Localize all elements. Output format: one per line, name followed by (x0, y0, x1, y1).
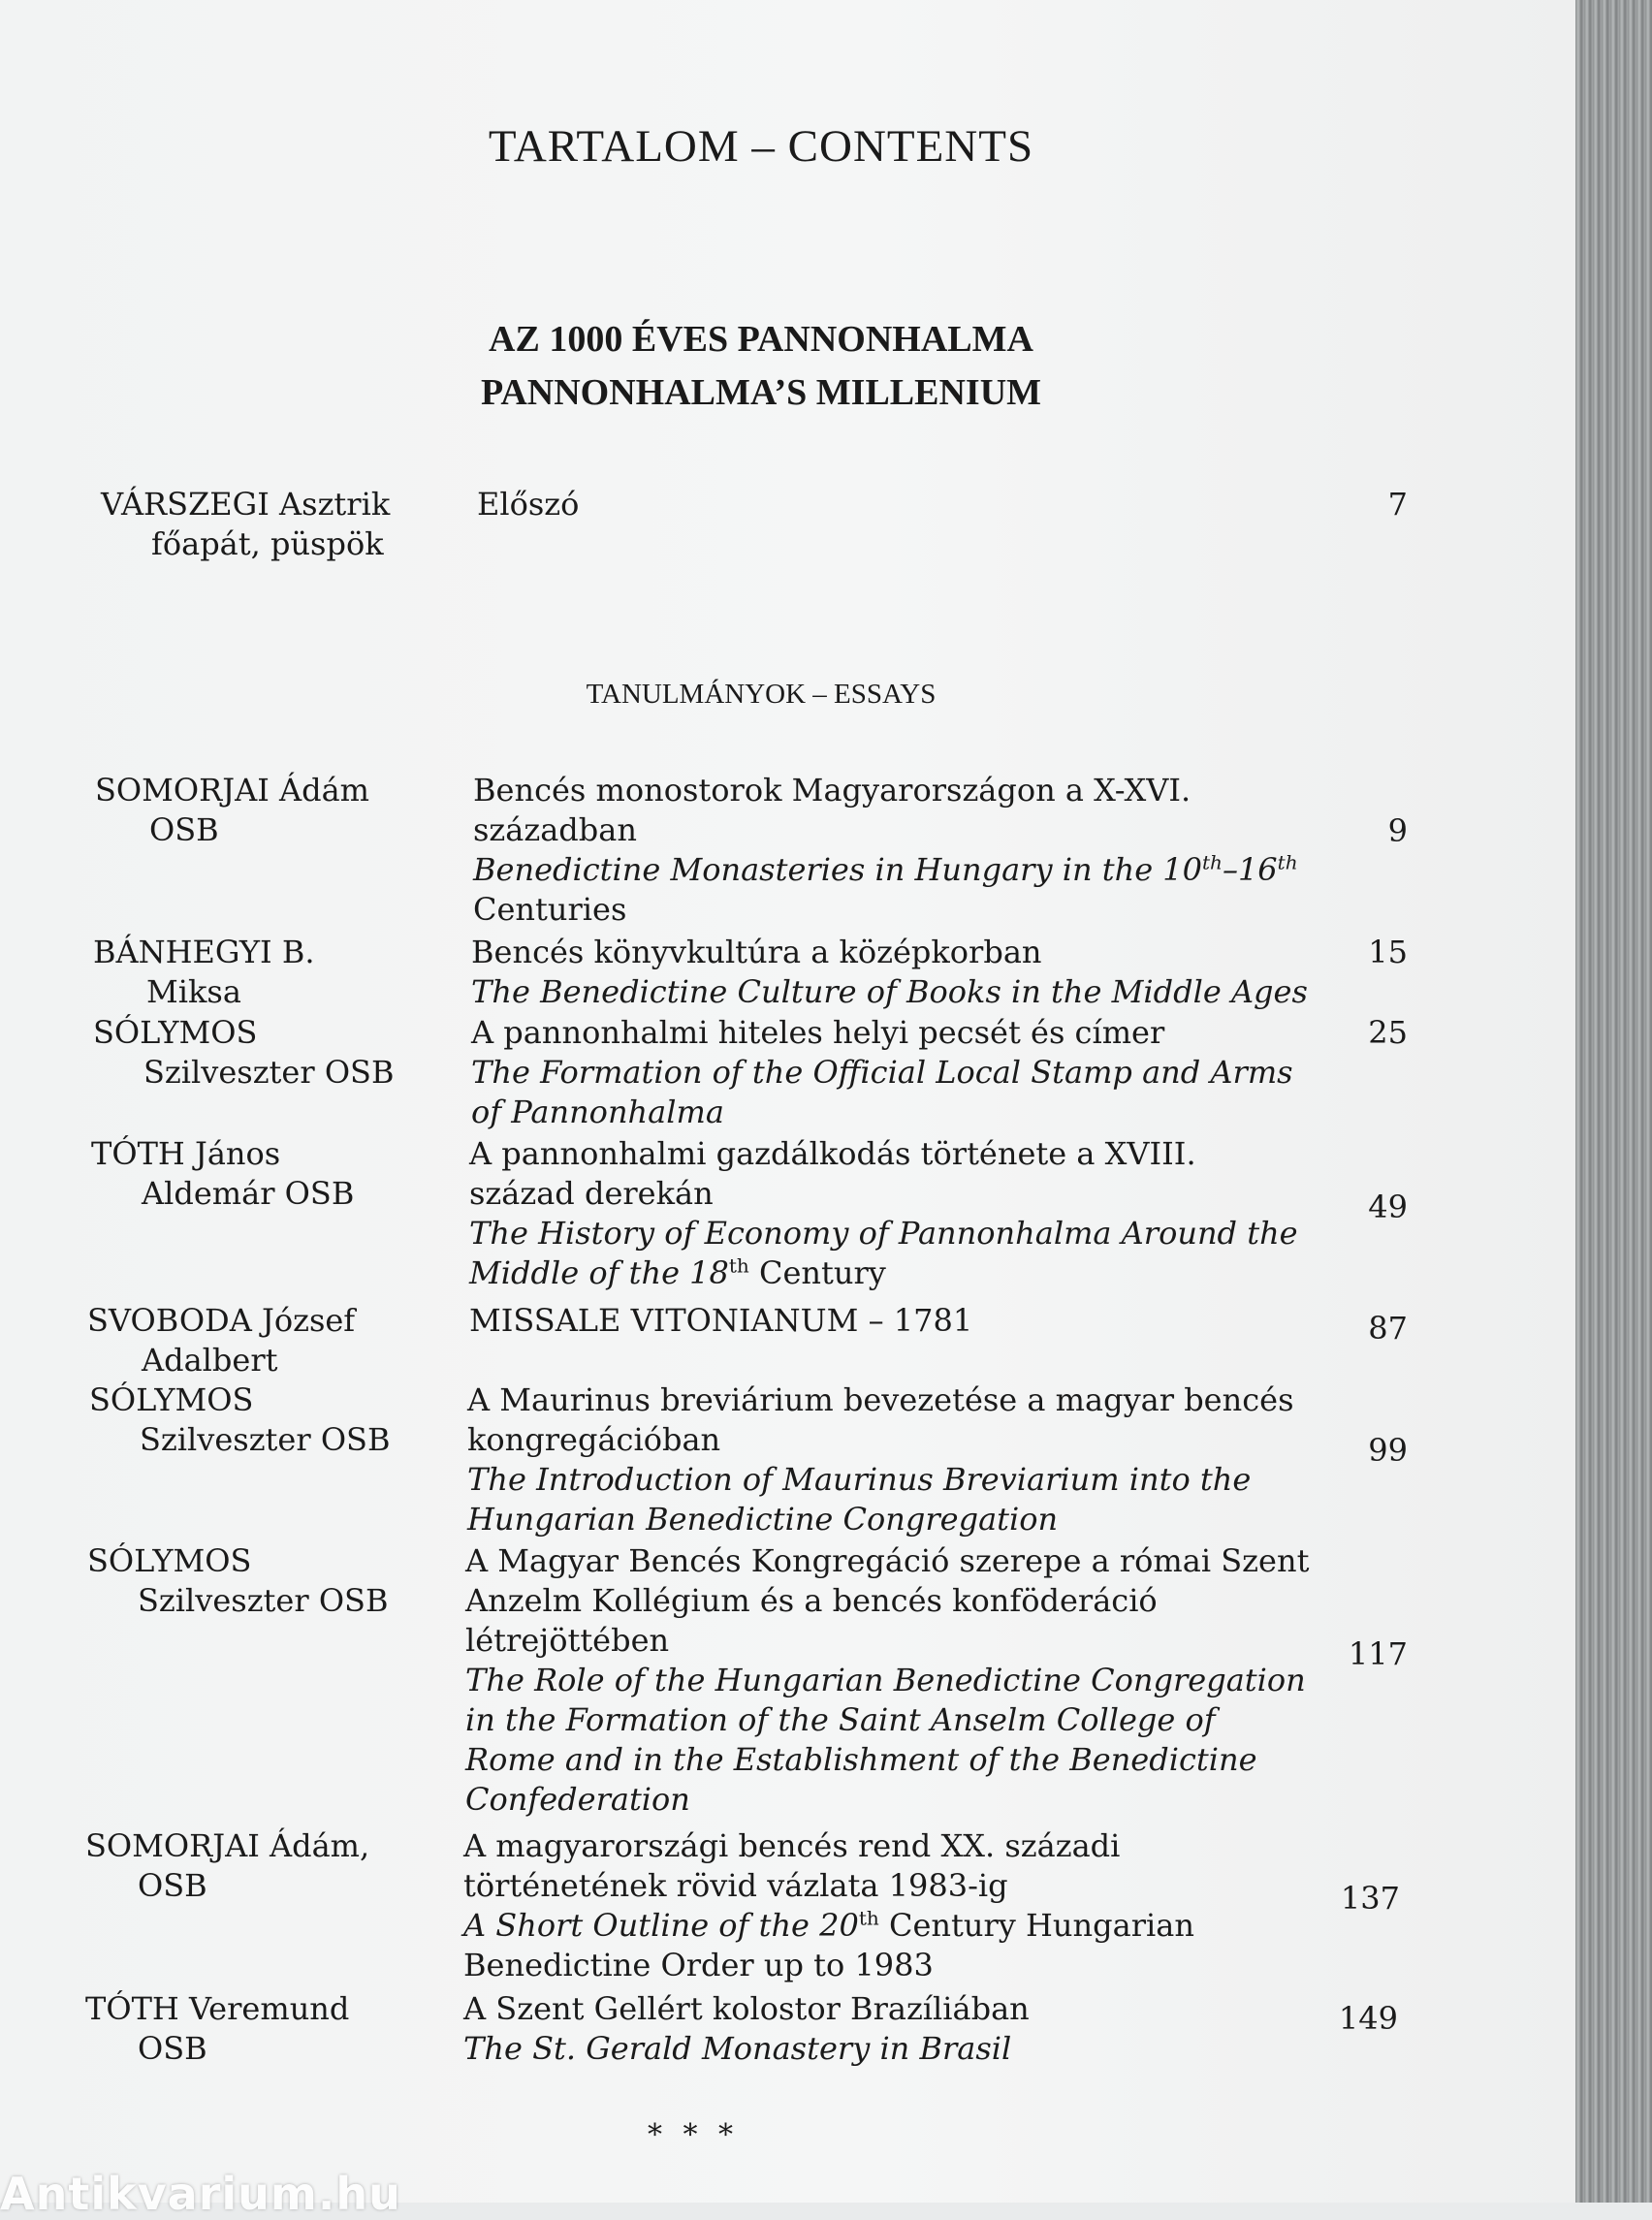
title-hu-line: század derekán (469, 1175, 714, 1212)
entry-author (89, 1380, 390, 1460)
page-title: TARTALOM – CONTENTS (488, 121, 1034, 172)
entry-title (471, 933, 1308, 1012)
title-hu-line: A pannonhalmi gazdálkodás története a XVIII. (469, 1135, 1196, 1172)
author-line: TÓTH János (91, 1135, 281, 1172)
entry-title (465, 1541, 1309, 1820)
page-number: 137 (1340, 1880, 1400, 1917)
entry-author (93, 933, 315, 1012)
title-en-line: The Benedictine Culture of Books in the Middle Ages (471, 973, 1308, 1010)
entry-title (469, 1301, 972, 1341)
page-edge (1575, 0, 1652, 2203)
title-en-line: The Role of the Hungarian Benedictine Congregation (465, 1662, 1306, 1698)
author-line: VÁRSZEGI Asztrik (101, 486, 391, 523)
author-line: SOMORJAI Ádám, (85, 1827, 370, 1864)
entry-title (463, 1989, 1030, 2069)
entry-title (473, 771, 1298, 930)
title-hu-line: A Szent Gellért kolostor Brazíliában (463, 1990, 1030, 2027)
entry-author (101, 485, 390, 564)
title-hu-line: létrejöttében (465, 1622, 670, 1659)
section-title-hu: AZ 1000 ÉVES PANNONHALMA (489, 319, 1033, 360)
page-number: 117 (1348, 1635, 1408, 1672)
author-line: Szilveszter OSB (138, 1582, 389, 1619)
title-hu-line: A Magyar Bencés Kongregáció szerepe a római Szent (465, 1542, 1310, 1579)
title-en-line: The St. Gerald Monastery in Brasil (463, 2030, 1012, 2067)
section-title-en: PANNONHALMA’S MILLENIUM (480, 372, 1042, 413)
page-number: 9 (1387, 812, 1408, 849)
author-line: SVOBODA József (87, 1302, 356, 1339)
title-hu-line: MISSALE VITONIANUM – 1781 (469, 1302, 973, 1339)
author-line: OSB (138, 2030, 207, 2067)
entry-title (463, 1826, 1194, 1985)
author-line: Szilveszter OSB (140, 1421, 391, 1458)
title-en-line: Confederation (465, 1781, 690, 1818)
author-line: SOMORJAI Ádám (95, 772, 370, 809)
title-hu-line: Előszó (477, 486, 580, 523)
author-line: Adalbert (142, 1342, 278, 1379)
author-line: Szilveszter OSB (143, 1054, 395, 1091)
section-separator: * * * (647, 2118, 740, 2152)
title-en-line: The History of Economy of Pannonhalma Around the (469, 1215, 1298, 1252)
title-en-line: in the Formation of the Saint Anselm College of (465, 1701, 1216, 1738)
title-en-line: Benedictine Order up to 1983 (463, 1947, 934, 1983)
title-hu-line: Bencés könyvkultúra a középkorban (471, 934, 1042, 970)
author-line: főapát, püspök (151, 525, 384, 562)
author-line: SÓLYMOS (93, 1014, 258, 1051)
entry-author (85, 1826, 369, 1906)
entry-author (85, 1989, 349, 2069)
entry-author (87, 1301, 355, 1380)
title-hu-line: Bencés monostorok Magyarországon a X-XVI. (473, 772, 1191, 809)
author-line: Aldemár OSB (142, 1175, 355, 1212)
title-en-line: Hungarian Benedictine Congregation (467, 1501, 1059, 1538)
page-number: 99 (1368, 1432, 1408, 1469)
title-en-line: Middle of the 18th Century (469, 1253, 886, 1291)
title-hu-line: A magyarországi bencés rend XX. századi (463, 1827, 1121, 1864)
title-hu-line: században (473, 811, 637, 848)
page-number: 87 (1368, 1310, 1408, 1347)
page-number: 7 (1387, 486, 1408, 523)
author-line: BÁNHEGYI B. (93, 934, 315, 970)
entry-author (93, 1013, 394, 1093)
page-number: 25 (1368, 1014, 1408, 1051)
title-hu-line: Anzelm Kollégium és a bencés konföderáció (465, 1582, 1158, 1619)
title-en-line: The Introduction of Maurinus Breviarium into the (467, 1461, 1252, 1498)
entry-title (471, 1013, 1293, 1132)
watermark-text: Antikvarium.hu (0, 2168, 401, 2220)
title-en-line: A Short Outline of the 20th Century Hungarian (463, 1906, 1194, 1944)
entry-author (91, 1134, 354, 1214)
title-hu-line: kongregációban (467, 1421, 721, 1458)
author-line: OSB (149, 811, 219, 848)
page-number: 15 (1368, 934, 1408, 970)
title-en-line: Rome and in the Establishment of the Benedictine (465, 1741, 1257, 1778)
title-hu-line: történetének rövid vázlata 1983-ig (463, 1867, 1008, 1904)
author-line: SÓLYMOS (87, 1542, 252, 1579)
title-en-line: The Formation of the Official Local Stamp and Arms (471, 1054, 1293, 1091)
author-line: Miksa (146, 973, 241, 1010)
title-en-line: Centuries (473, 891, 627, 928)
author-line: SÓLYMOS (89, 1381, 254, 1418)
entry-title (467, 1380, 1294, 1539)
title-en-line: Benedictine Monasteries in Hungary in the 10th–16th (473, 850, 1298, 888)
title-en-line: of Pannonhalma (471, 1094, 724, 1130)
author-line: TÓTH Veremund (85, 1990, 350, 2027)
page-number: 49 (1368, 1189, 1408, 1225)
entry-title (477, 485, 579, 524)
entry-title (469, 1134, 1298, 1293)
page-number: 149 (1338, 2000, 1398, 2037)
author-line: OSB (138, 1867, 207, 1904)
entry-author (87, 1541, 388, 1621)
title-hu-line: A pannonhalmi hiteles helyi pecsét és címer (471, 1014, 1165, 1051)
title-hu-line: A Maurinus breviárium bevezetése a magyar bencés (467, 1381, 1294, 1418)
subsection-title: TANULMÁNYOK – ESSAYS (586, 679, 937, 710)
entry-author (95, 771, 369, 850)
